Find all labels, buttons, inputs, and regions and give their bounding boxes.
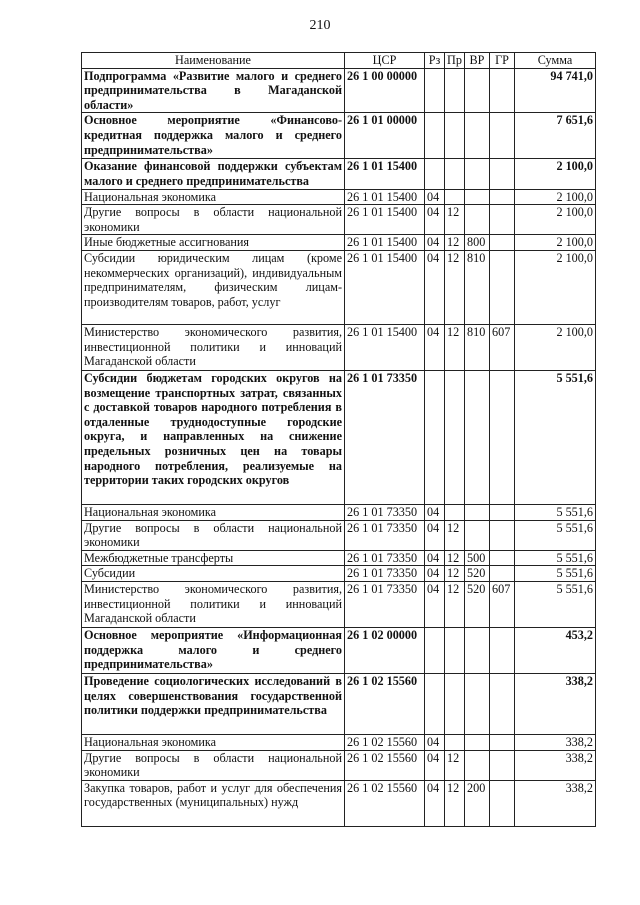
cell-gr: 607 [490, 324, 515, 370]
cell-sum: 2 100,0 [515, 324, 596, 370]
cell-name: Иные бюджетные ассигнования [82, 235, 345, 251]
cell-gr [490, 159, 515, 189]
cell-vr: 520 [465, 581, 490, 627]
cell-gr [490, 189, 515, 205]
cell-sum: 7 651,6 [515, 113, 596, 159]
cell-sum: 2 100,0 [515, 235, 596, 251]
cell-name: Субсидии бюджетам городских округов на возмещение транспортных затрат, связанных с доставкой товаров народного потребления в отдаленные труднодоступные городские округа, и направленных на снижение предельных розничных цен на товары народного потребления, реализуемые на территории таких городских округов [82, 370, 345, 504]
table-row [82, 68, 596, 113]
cell-sum: 2 100,0 [515, 159, 596, 189]
cell-sum: 5 551,6 [515, 370, 596, 504]
table-row [82, 780, 596, 826]
cell-csr: 26 1 01 73350 [345, 550, 425, 566]
cell-rz [425, 68, 445, 113]
table-row [82, 581, 596, 627]
cell-gr: 607 [490, 581, 515, 627]
table-row [82, 566, 596, 582]
cell-gr [490, 205, 515, 235]
cell-gr [490, 550, 515, 566]
cell-sum: 338,2 [515, 750, 596, 780]
cell-csr: 26 1 01 15400 [345, 189, 425, 205]
cell-sum: 338,2 [515, 673, 596, 734]
cell-sum: 2 100,0 [515, 250, 596, 324]
cell-pr [445, 68, 465, 113]
table-row [82, 734, 596, 750]
cell-gr [490, 504, 515, 520]
header-sum: Сумма [515, 53, 596, 69]
cell-sum: 338,2 [515, 780, 596, 826]
table-row [82, 235, 596, 251]
cell-sum: 5 551,6 [515, 504, 596, 520]
cell-name: Другие вопросы в области национальной экономики [82, 520, 345, 550]
cell-pr [445, 504, 465, 520]
cell-csr: 26 1 02 15560 [345, 750, 425, 780]
cell-gr [490, 250, 515, 324]
cell-pr [445, 113, 465, 159]
cell-gr [490, 520, 515, 550]
cell-rz: 04 [425, 750, 445, 780]
cell-vr [465, 627, 490, 673]
table-row [82, 370, 596, 504]
cell-sum: 5 551,6 [515, 581, 596, 627]
cell-sum: 338,2 [515, 734, 596, 750]
cell-name: Национальная экономика [82, 504, 345, 520]
cell-rz [425, 113, 445, 159]
cell-vr [465, 159, 490, 189]
cell-rz: 04 [425, 550, 445, 566]
cell-pr [445, 370, 465, 504]
cell-gr [490, 673, 515, 734]
header-vr: ВР [465, 53, 490, 69]
cell-vr [465, 205, 490, 235]
cell-rz: 04 [425, 250, 445, 324]
cell-rz: 04 [425, 520, 445, 550]
cell-rz: 04 [425, 566, 445, 582]
cell-gr [490, 370, 515, 504]
cell-sum: 5 551,6 [515, 520, 596, 550]
cell-name: Проведение социологических исследований в целях совершенствования государственной политики поддержки предпринимательства [82, 673, 345, 734]
table-row [82, 250, 596, 324]
cell-csr: 26 1 01 00000 [345, 113, 425, 159]
cell-pr [445, 673, 465, 734]
cell-name: Другие вопросы в области национальной экономики [82, 750, 345, 780]
cell-vr [465, 68, 490, 113]
cell-pr [445, 627, 465, 673]
cell-rz [425, 370, 445, 504]
cell-name: Субсидии юридическим лицам (кроме некоммерческих организаций), индивидуальным предпринимателям, физическим лицам-производителям товаров, работ, услуг [82, 250, 345, 324]
cell-rz: 04 [425, 189, 445, 205]
cell-vr: 810 [465, 324, 490, 370]
header-name: Наименование [82, 53, 345, 69]
header-csr: ЦСР [345, 53, 425, 69]
table-row [82, 627, 596, 673]
cell-vr [465, 504, 490, 520]
cell-pr: 12 [445, 520, 465, 550]
cell-csr: 26 1 01 73350 [345, 520, 425, 550]
cell-name: Министерство экономического развития, инвестиционной политики и инноваций Магаданской области [82, 581, 345, 627]
cell-name: Подпрограмма «Развитие малого и среднего предпринимательства в Магаданской области» [82, 68, 345, 113]
cell-csr: 26 1 01 73350 [345, 370, 425, 504]
budget-table [81, 52, 596, 827]
cell-csr: 26 1 01 15400 [345, 205, 425, 235]
cell-csr: 26 1 01 15400 [345, 235, 425, 251]
cell-name: Основное мероприятие «Информационная поддержка малого и среднего предпринимательства» [82, 627, 345, 673]
cell-gr [490, 734, 515, 750]
cell-csr: 26 1 02 15560 [345, 673, 425, 734]
table-row [82, 673, 596, 734]
cell-vr [465, 734, 490, 750]
cell-gr [490, 235, 515, 251]
table-row [82, 189, 596, 205]
cell-csr: 26 1 00 00000 [345, 68, 425, 113]
cell-vr [465, 750, 490, 780]
cell-csr: 26 1 01 73350 [345, 504, 425, 520]
cell-rz: 04 [425, 324, 445, 370]
cell-csr: 26 1 01 73350 [345, 581, 425, 627]
cell-csr: 26 1 01 15400 [345, 250, 425, 324]
cell-rz: 04 [425, 504, 445, 520]
cell-pr: 12 [445, 250, 465, 324]
page-number: 210 [309, 18, 331, 33]
cell-pr: 12 [445, 566, 465, 582]
cell-rz: 04 [425, 235, 445, 251]
cell-csr: 26 1 02 00000 [345, 627, 425, 673]
cell-rz: 04 [425, 581, 445, 627]
cell-gr [490, 627, 515, 673]
cell-vr: 800 [465, 235, 490, 251]
cell-vr [465, 673, 490, 734]
cell-pr: 12 [445, 581, 465, 627]
cell-rz: 04 [425, 205, 445, 235]
table-row [82, 550, 596, 566]
cell-vr: 500 [465, 550, 490, 566]
cell-name: Межбюджетные трансферты [82, 550, 345, 566]
cell-sum: 5 551,6 [515, 550, 596, 566]
cell-gr [490, 566, 515, 582]
cell-vr: 520 [465, 566, 490, 582]
cell-sum: 94 741,0 [515, 68, 596, 113]
cell-vr [465, 189, 490, 205]
cell-pr: 12 [445, 550, 465, 566]
cell-vr: 200 [465, 780, 490, 826]
table-row [82, 520, 596, 550]
cell-csr: 26 1 02 15560 [345, 780, 425, 826]
cell-name: Основное мероприятие «Финансово-кредитная поддержка малого и среднего предпринимательства» [82, 113, 345, 159]
table-header-row [82, 53, 596, 69]
cell-csr: 26 1 01 73350 [345, 566, 425, 582]
table-body [82, 68, 596, 826]
table-row [82, 750, 596, 780]
cell-pr: 12 [445, 780, 465, 826]
cell-name: Национальная экономика [82, 189, 345, 205]
cell-pr [445, 734, 465, 750]
table-row [82, 113, 596, 159]
cell-rz [425, 159, 445, 189]
cell-pr: 12 [445, 324, 465, 370]
cell-sum: 5 551,6 [515, 566, 596, 582]
cell-sum: 2 100,0 [515, 189, 596, 205]
table-row [82, 205, 596, 235]
cell-csr: 26 1 01 15400 [345, 324, 425, 370]
cell-rz [425, 673, 445, 734]
cell-csr: 26 1 01 15400 [345, 159, 425, 189]
cell-pr [445, 189, 465, 205]
cell-name: Министерство экономического развития, инвестиционной политики и инноваций Магаданской области [82, 324, 345, 370]
cell-sum: 2 100,0 [515, 205, 596, 235]
cell-vr: 810 [465, 250, 490, 324]
cell-pr: 12 [445, 750, 465, 780]
header-rz: Рз [425, 53, 445, 69]
cell-pr: 12 [445, 205, 465, 235]
cell-gr [490, 750, 515, 780]
table-row [82, 324, 596, 370]
cell-vr [465, 113, 490, 159]
cell-rz: 04 [425, 734, 445, 750]
cell-pr: 12 [445, 235, 465, 251]
cell-name: Субсидии [82, 566, 345, 582]
header-pr: Пр [445, 53, 465, 69]
cell-name: Закупка товаров, работ и услуг для обеспечения государственных (муниципальных) нужд [82, 780, 345, 826]
cell-vr [465, 370, 490, 504]
cell-sum: 453,2 [515, 627, 596, 673]
cell-rz [425, 627, 445, 673]
cell-csr: 26 1 02 15560 [345, 734, 425, 750]
cell-name: Другие вопросы в области национальной экономики [82, 205, 345, 235]
cell-vr [465, 520, 490, 550]
cell-name: Национальная экономика [82, 734, 345, 750]
table-row [82, 159, 596, 189]
table-row [82, 504, 596, 520]
cell-rz: 04 [425, 780, 445, 826]
cell-pr [445, 159, 465, 189]
cell-gr [490, 113, 515, 159]
cell-gr [490, 68, 515, 113]
cell-gr [490, 780, 515, 826]
header-gr: ГР [490, 53, 515, 69]
cell-name: Оказание финансовой поддержки субъектам малого и среднего предпринимательства [82, 159, 345, 189]
